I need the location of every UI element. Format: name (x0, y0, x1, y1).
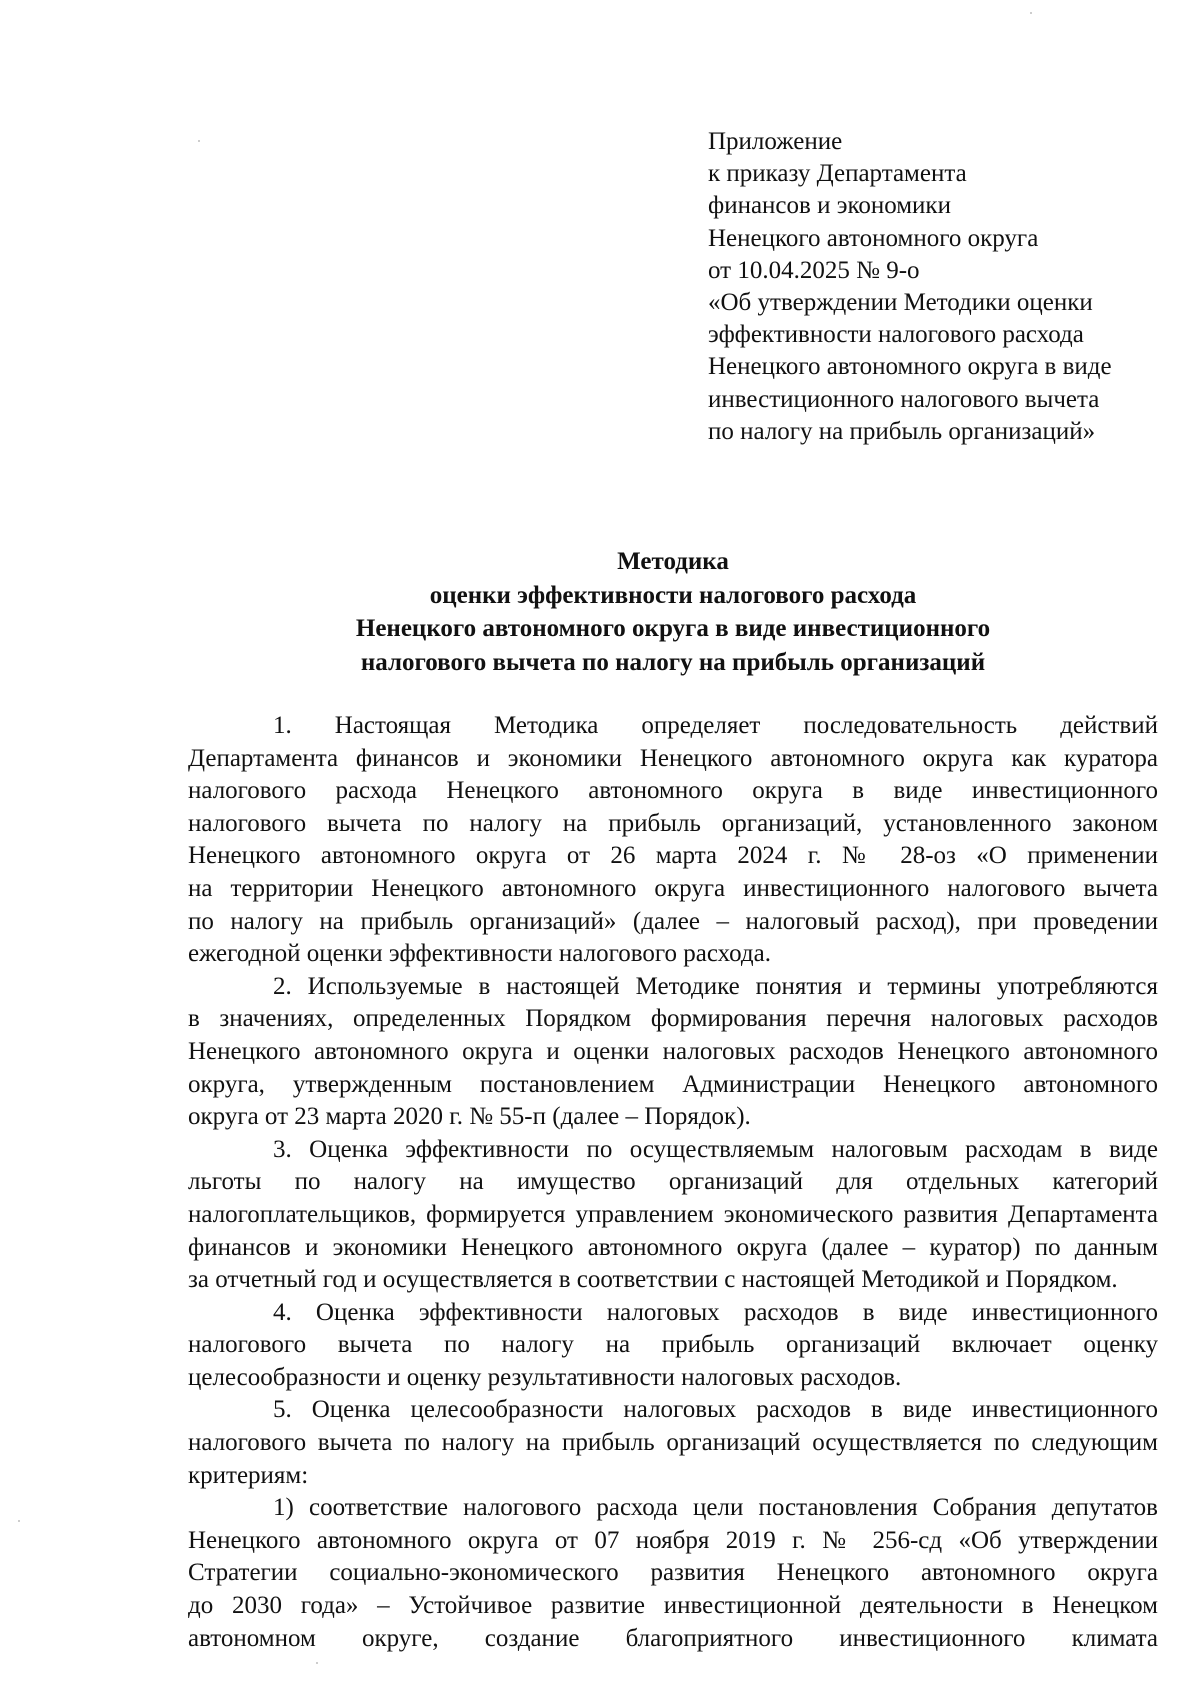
text-line: до 2030 года» – Устойчивое развитие инвестиционной деятельности в Ненецком (188, 1592, 1158, 1620)
annex-line: от 10.04.2025 № 9-о (708, 256, 920, 284)
annex-line: Ненецкого автономного округа (708, 224, 1039, 252)
title-line: Методика (617, 548, 729, 575)
annex-line: Ненецкого автономного округа в виде (708, 353, 1112, 381)
paragraph-5 (188, 1394, 1158, 1492)
text-line: целесообразности и оценку результативности налоговых расходов. (188, 1363, 902, 1391)
document-title (190, 545, 1156, 679)
annex-line: «Об утверждении Методики оценки (708, 289, 1093, 317)
paragraph-1 (188, 710, 1158, 971)
scan-speck (316, 1662, 318, 1664)
text-line: округа от 23 марта 2020 г. № 55-п (далее – Порядок). (188, 1103, 751, 1131)
title-line: оценки эффективности налогового расхода (429, 581, 917, 609)
text-line: Департамента финансов и экономики Ненецкого автономного округа как куратора (188, 744, 1158, 772)
document-body (188, 710, 1158, 1655)
text-line: 5. Оценка целесообразности налоговых расходов в виде инвестиционного (273, 1396, 1158, 1424)
annex-line: финансов и экономики (708, 192, 951, 220)
paragraph-5-item-1 (188, 1492, 1158, 1655)
text-line: налогового вычета по налогу на прибыль организаций, установленного законом (188, 809, 1158, 837)
text-line: за отчетный год и осуществляется в соответствии с настоящей Методикой и Порядком. (188, 1266, 1118, 1294)
scan-speck (1030, 12, 1032, 14)
text-line: налогоплательщиков, формируется управлением экономического развития Департамента (188, 1200, 1158, 1228)
text-line: налогового вычета по налогу на прибыль организаций осуществляется по следующим (188, 1429, 1158, 1457)
text-line: льготы по налогу на имущество организаций для отдельных категорий (188, 1168, 1158, 1196)
title-line: Ненецкого автономного округа в виде инвестиционного (355, 615, 991, 642)
text-line: 2. Используемые в настоящей Методике понятия и термины употребляются (273, 972, 1158, 1000)
annex-line: Приложение (708, 128, 843, 155)
annex-line: инвестиционного налогового вычета (708, 385, 1100, 413)
annex-header (708, 126, 1178, 448)
title-line: налогового вычета по налогу на прибыль организаций (360, 648, 986, 676)
paragraph-3 (188, 1134, 1158, 1297)
text-line: 1. Настоящая Методика определяет последовательность действий (273, 712, 1158, 739)
text-line: критериям: (188, 1461, 309, 1489)
text-line: налогового расхода Ненецкого автономного округа в виде инвестиционного (188, 777, 1158, 805)
scan-speck (198, 140, 200, 142)
text-line: Стратегии социально-экономического развития Ненецкого автономного округа (188, 1559, 1158, 1587)
text-line: 3. Оценка эффективности по осуществляемым налоговым расходам в виде (273, 1135, 1158, 1163)
text-line: налогового вычета по налогу на прибыль организаций включает оценку (188, 1331, 1158, 1359)
text-line: Ненецкого автономного округа от 26 марта 2024 г. № 28-оз «О применении (188, 842, 1158, 870)
scan-speck (18, 1520, 20, 1522)
text-line: автономном округе, создание благоприятного инвестиционного климата (188, 1624, 1158, 1652)
text-line: финансов и экономики Ненецкого автономного округа (далее – куратор) по данным (188, 1233, 1158, 1261)
text-line: ежегодной оценки эффективности налогового расхода. (188, 940, 771, 968)
paragraph-2 (188, 971, 1158, 1134)
text-line: по налогу на прибыль организаций» (далее – налоговый расход), при проведении (188, 907, 1158, 935)
paragraph-4 (188, 1297, 1158, 1395)
annex-line: к приказу Департамента (708, 160, 967, 188)
text-line: округа, утвержденным постановлением Администрации Ненецкого автономного (188, 1070, 1158, 1098)
text-line: Ненецкого автономного округа от 07 ноября 2019 г. № 256-сд «Об утверждении (188, 1526, 1158, 1554)
annex-line: эффективности налогового расхода (708, 321, 1084, 349)
text-line: 4. Оценка эффективности налоговых расходов в виде инвестиционного (273, 1298, 1158, 1326)
annex-line: по налогу на прибыль организаций» (708, 417, 1096, 445)
text-line: 1) соответствие налогового расхода цели постановления Собрания депутатов (273, 1494, 1158, 1522)
text-line: на территории Ненецкого автономного округа инвестиционного налогового вычета (188, 874, 1158, 902)
text-line: Ненецкого автономного округа и оценки налоговых расходов Ненецкого автономного (188, 1037, 1158, 1065)
text-line: в значениях, определенных Порядком формирования перечня налоговых расходов (188, 1005, 1158, 1033)
